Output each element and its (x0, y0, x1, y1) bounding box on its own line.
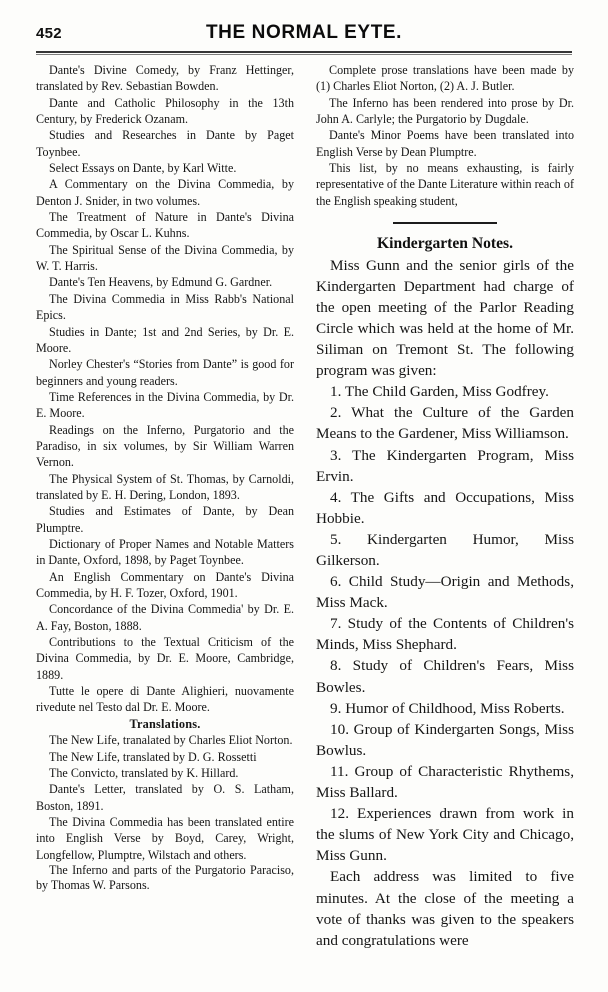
bibliography-entry: Studies and Estimates of Dante, by Dean Plumptre. (36, 504, 294, 535)
bibliography-entry: Studies in Dante; 1st and 2nd Series, by Dr. E. Moore. (36, 324, 294, 355)
kindergarten-closing-paragraph: Each address was limited to five minutes. At the close of the meeting a vote of thanks was given to the speakers and congratulations were (316, 868, 574, 949)
program-item: 10. Group of Kindergarten Songs, Miss Bowlus. (316, 720, 574, 759)
bibliography-entry: The Physical System of St. Thomas, by Carnoldi, translated by E. H. Dering, London, 1893. (36, 471, 294, 502)
program-item: 2. What the Culture of the Garden Means to the Gardener, Miss Williamson. (316, 404, 574, 443)
left-column (36, 62, 294, 893)
translation-entry: The New Life, translated by D. G. Rossetti (49, 749, 257, 764)
program-item: 8. Study of Children's Fears, Miss Bowles. (316, 657, 574, 696)
program-item: 7. Study of the Contents of Children's Minds, Miss Shephard. (316, 615, 574, 654)
header-rule-thick (36, 51, 572, 53)
bibliography-entry: Concordance of the Divina Commedia' by Dr. E. A. Fay, Boston, 1888. (36, 602, 294, 633)
running-head (36, 22, 572, 48)
bibliography-entry: Studies and Researches in Dante by Paget Toynbee. (36, 128, 294, 159)
bibliography-entry: Select Essays on Dante, by Karl Witte. (49, 161, 237, 176)
program-item: 12. Experiences drawn from work in the slums of New York City and Chicago, Miss Gunn. (316, 805, 574, 865)
dante-continued-paragraph: Dante's Minor Poems have been translated into English Verse by Dean Plumptre. (316, 128, 574, 159)
bibliography-entry: Dictionary of Proper Names and Notable Matters in Dante, Oxford, 1898, by Paget Toynbee. (36, 536, 294, 568)
bibliography-entry: The Treatment of Nature in Dante's Divina Commedia, by Oscar L. Kuhns. (36, 210, 294, 241)
right-column (316, 62, 574, 951)
program-item: 3. The Kindergarten Program, Miss Ervin. (316, 446, 574, 485)
bibliography-entry: Tutte le opere di Dante Alighieri, nuovamente rivedute nel Testo dal Dr. E. Moore. (36, 684, 294, 715)
bibliography-entry: Dante's Ten Heavens, by Edmund G. Gardner. (49, 275, 273, 290)
header-rule-thin (36, 54, 572, 55)
translations-subheading: Translations. (129, 716, 201, 731)
program-item: 5. Kindergarten Humor, Miss Gilkerson. (316, 530, 574, 569)
translation-entry: The Convicto, translated by K. Hillard. (49, 765, 239, 780)
dante-continued-paragraph: Complete prose translations have been made by (1) Charles Eliot Norton, (2) A. J. Butler. (316, 63, 574, 94)
translation-entry: Dante's Letter, translated by O. S. Latham, Boston, 1891. (36, 782, 294, 813)
bibliography-entry: Dante and Catholic Philosophy in the 13th Century, by Frederick Ozanam. (36, 95, 294, 127)
translation-entry: The Inferno and parts of the Purgatorio Paraciso, by Thomas W. Parsons. (36, 863, 294, 893)
section-divider-rule (393, 222, 497, 224)
translation-entry: The Divina Commedia has been translated entire into English Verse by Boyd, Carey, Wright, Longfellow, Plumptre, Wilstach and others. (36, 814, 294, 862)
bibliography-entry: Readings on the Inferno, Purgatorio and the Paradiso, in six volumes, by Sir William Warren Vernon. (36, 422, 294, 470)
bibliography-entry: An English Commentary on Dante's Divina Commedia, by H. F. Tozer, Oxford, 1901. (36, 569, 294, 600)
program-item: 6. Child Study—Origin and Methods, Miss Mack. (316, 573, 574, 612)
section-title-kindergarten-notes: Kindergarten Notes. (377, 234, 513, 252)
program-item: 9. Humor of Childhood, Miss Roberts. (330, 699, 565, 717)
bibliography-entry: Contributions to the Textual Criticism of the Divina Commedia, by Dr. E. Moore, Cambridge, 1889. (36, 635, 294, 682)
bibliography-entry: The Divina Commedia in Miss Rabb's National Epics. (36, 291, 294, 323)
program-item: 1. The Child Garden, Miss Godfrey. (330, 383, 549, 401)
publication-title: THE NORMAL EYTE. (205, 22, 403, 43)
program-item: 11. Group of Characteristic Rhythems, Miss Ballard. (316, 762, 574, 802)
header-rule (36, 51, 572, 55)
kindergarten-intro-paragraph: Miss Gunn and the senior girls of the Kindergarten Department had charge of the open meeting of the Parlor Reading Circle which was held at the home of Mr. Siliman on Tremont St. The following program was given: (316, 256, 574, 380)
program-item: 4. The Gifts and Occupations, Miss Hobbie. (316, 488, 574, 527)
bibliography-entry: A Commentary on the Divina Commedia, by Denton J. Snider, in two volumes. (36, 177, 294, 208)
bibliography-entry: The Spiritual Sense of the Divina Commedia, by W. T. Harris. (36, 242, 294, 274)
dante-continued-paragraph: This list, by no means exhausting, is fairly representative of the Dante Literature within reach of the English speaking student, (316, 161, 574, 208)
dante-continued-paragraph: The Inferno has been rendered into prose by Dr. John A. Carlyle; the Purgatorio by Dugdale. (316, 95, 574, 127)
translation-entry: The New Life, tranalated by Charles Eliot Norton. (49, 733, 293, 748)
bibliography-entry: Norley Chester's “Stories from Dante” is good for beginners and young readers. (36, 357, 294, 388)
bibliography-entry: Time References in the Divina Commedia, by Dr. E. Moore. (36, 389, 294, 421)
page-number: 452 (36, 25, 62, 42)
bibliography-entry: Dante's Divine Comedy, by Franz Hettinger, translated by Rev. Sebastian Bowden. (36, 63, 294, 94)
